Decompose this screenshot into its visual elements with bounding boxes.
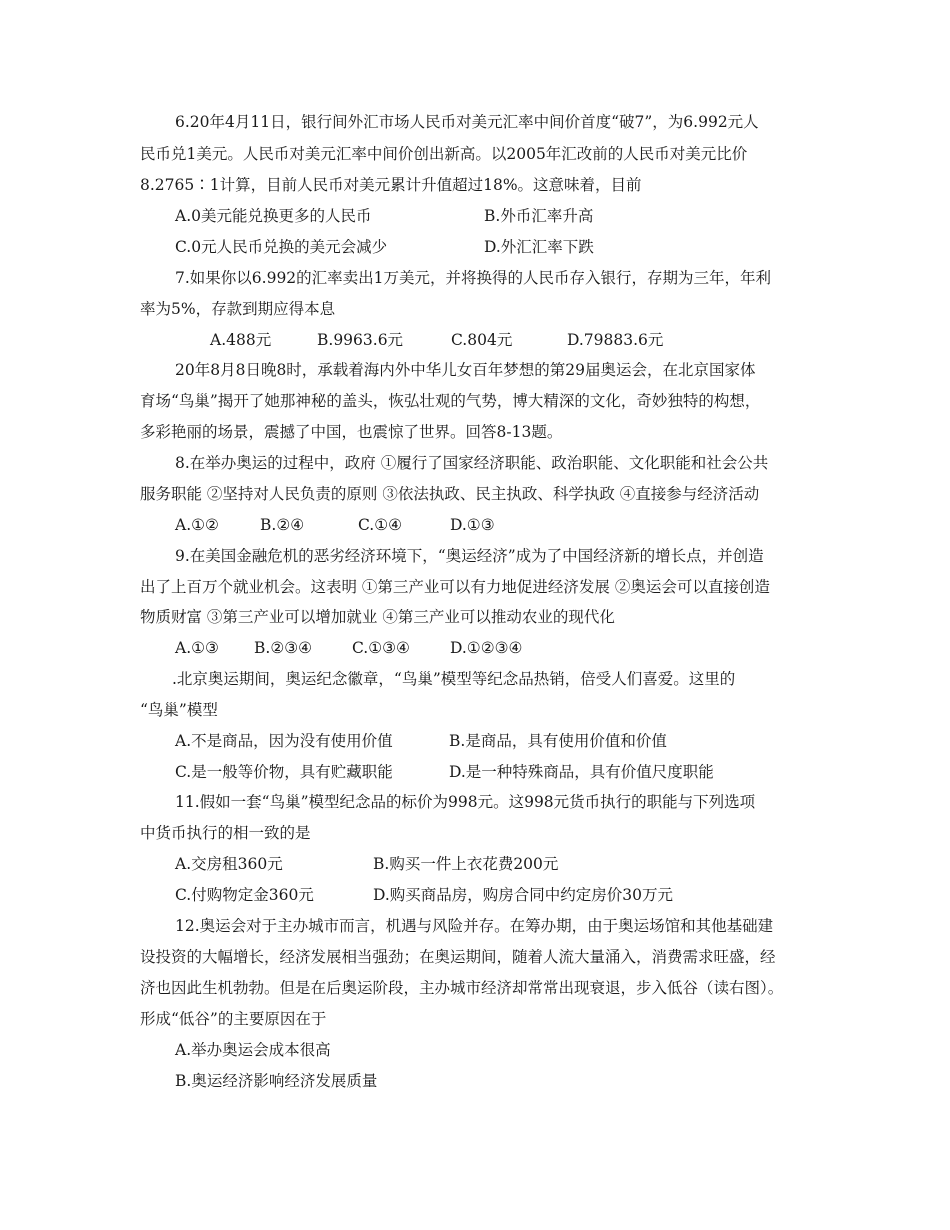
passage-line-3: 多彩艳丽的场景，震撼了中国，也震惊了世界。回答8-13题。 [140, 423, 563, 441]
q11-option-a: A.交房租360元 [175, 855, 283, 873]
q9-option-d: D.①②③④ [450, 639, 523, 657]
q8-option-c: C.①④ [358, 516, 403, 534]
q8-option-d: D.①③ [450, 516, 495, 534]
q11-option-c: C.付购物定金360元 [175, 886, 314, 904]
q6-option-b: B.外币汇率升高 [484, 207, 594, 225]
q10-stem-line-1: .北京奥运期间，奥运纪念徽章，“鸟巢”模型等纪念品热销，倍受人们喜爱。这里的 [172, 670, 736, 688]
q7-option-b: B.9963.6元 [317, 331, 404, 349]
q9-option-b: B.②③④ [254, 639, 313, 657]
q10-option-d: D.是一种特殊商品，具有价值尺度职能 [449, 763, 714, 781]
q7-option-a: A.488元 [210, 331, 272, 349]
q9-stem-line-3: 物质财富 ③第三产业可以增加就业 ④第三产业可以推动农业的现代化 [140, 608, 615, 626]
q8-stem-line-2: 服务职能 ②坚持对人民负责的原则 ③依法执政、民主执政、科学执政 ④直接参与经济活动 [140, 485, 760, 503]
q7-stem-line-1: 7.如果你以6.992的汇率卖出1万美元，并将换得的人民币存入银行，存期为三年，年利 [175, 269, 772, 287]
q12-stem-line-4: 形成“低谷”的主要原因在于 [140, 1010, 327, 1028]
q11-option-d: D.购买商品房，购房合同中约定房价30万元 [373, 886, 674, 904]
q10-option-c: C.是一般等价物，具有贮藏职能 [175, 763, 393, 781]
q11-stem-line-2: 中货币执行的相一致的是 [140, 824, 311, 842]
q12-option-b: B.奥运经济影响经济发展质量 [175, 1072, 378, 1090]
q6-stem-line-3: 8.2765∶1计算，目前人民币对美元累计升值超过18%。这意味着，目前 [140, 176, 642, 194]
q11-stem-line-1: 11.假如一套“鸟巢”模型纪念品的标价为998元。这998元货币执行的职能与下列选项 [175, 793, 756, 811]
q7-option-c: C.804元 [451, 331, 513, 349]
q8-option-a: A.①② [175, 516, 219, 534]
q10-stem-line-2: “鸟巢”模型 [140, 701, 218, 719]
passage-line-2: 育场“鸟巢”揭开了她那神秘的盖头，恢弘壮观的气势，博大精深的文化，奇妙独特的构想， [140, 392, 761, 410]
q8-stem-line-1: 8.在举办奥运的过程中，政府 ①履行了国家经济职能、政治职能、文化职能和社会公共 [175, 454, 769, 472]
q11-option-b: B.购买一件上衣花费200元 [373, 855, 559, 873]
q10-option-a: A.不是商品，因为没有使用价值 [175, 732, 393, 750]
q10-option-b: B.是商品，具有使用价值和价值 [449, 732, 667, 750]
q6-stem-line-1: 6.20年4月11日，银行间外汇市场人民币对美元汇率中间价首度“破7”，为6.992元人 [175, 113, 759, 131]
q12-stem-line-1: 12.奥运会对于主办城市而言，机遇与风险并存。在筹办期，由于奥运场馆和其他基础建 [175, 917, 774, 935]
q8-option-b: B.②④ [260, 516, 305, 534]
q6-option-d: D.外汇汇率下跌 [484, 238, 594, 256]
q9-option-a: A.①③ [175, 639, 219, 657]
q9-stem-line-2: 出了上百万个就业机会。这表明 ①第三产业可以有力地促进经济发展 ②奥运会可以直接创造 [140, 578, 770, 596]
q9-option-c: C.①③④ [352, 639, 410, 657]
q6-option-c: C.0元人民币兑换的美元会减少 [175, 238, 388, 256]
q6-option-a: A.0美元能兑换更多的人民币 [175, 207, 372, 225]
q12-stem-line-3: 济也因此生机勃勃。但是在后奥运阶段，主办城市经济却常常出现衰退，步入低谷（读右图）。 [140, 979, 784, 997]
q12-stem-line-2: 设投资的大幅增长，经济发展相当强劲；在奥运期间，随着人流大量涌入，消费需求旺盛，经 [140, 948, 776, 966]
q7-option-d: D.79883.6元 [567, 331, 664, 349]
q12-option-a: A.举办奥运会成本很高 [175, 1041, 331, 1059]
q7-stem-line-2: 率为5%，存款到期应得本息 [140, 300, 336, 318]
q9-stem-line-1: 9.在美国金融危机的恶劣经济环境下，“奥运经济”成为了中国经济新的增长点，并创造 [175, 547, 764, 565]
q6-stem-line-2: 民币兑1美元。人民币对美元汇率中间价创出新高。以2005年汇改前的人民币对美元比价 [140, 145, 748, 163]
passage-line-1: 20年8月8日晚8时，承载着海内外中华儿女百年梦想的第29届奥运会，在北京国家体 [175, 361, 756, 379]
